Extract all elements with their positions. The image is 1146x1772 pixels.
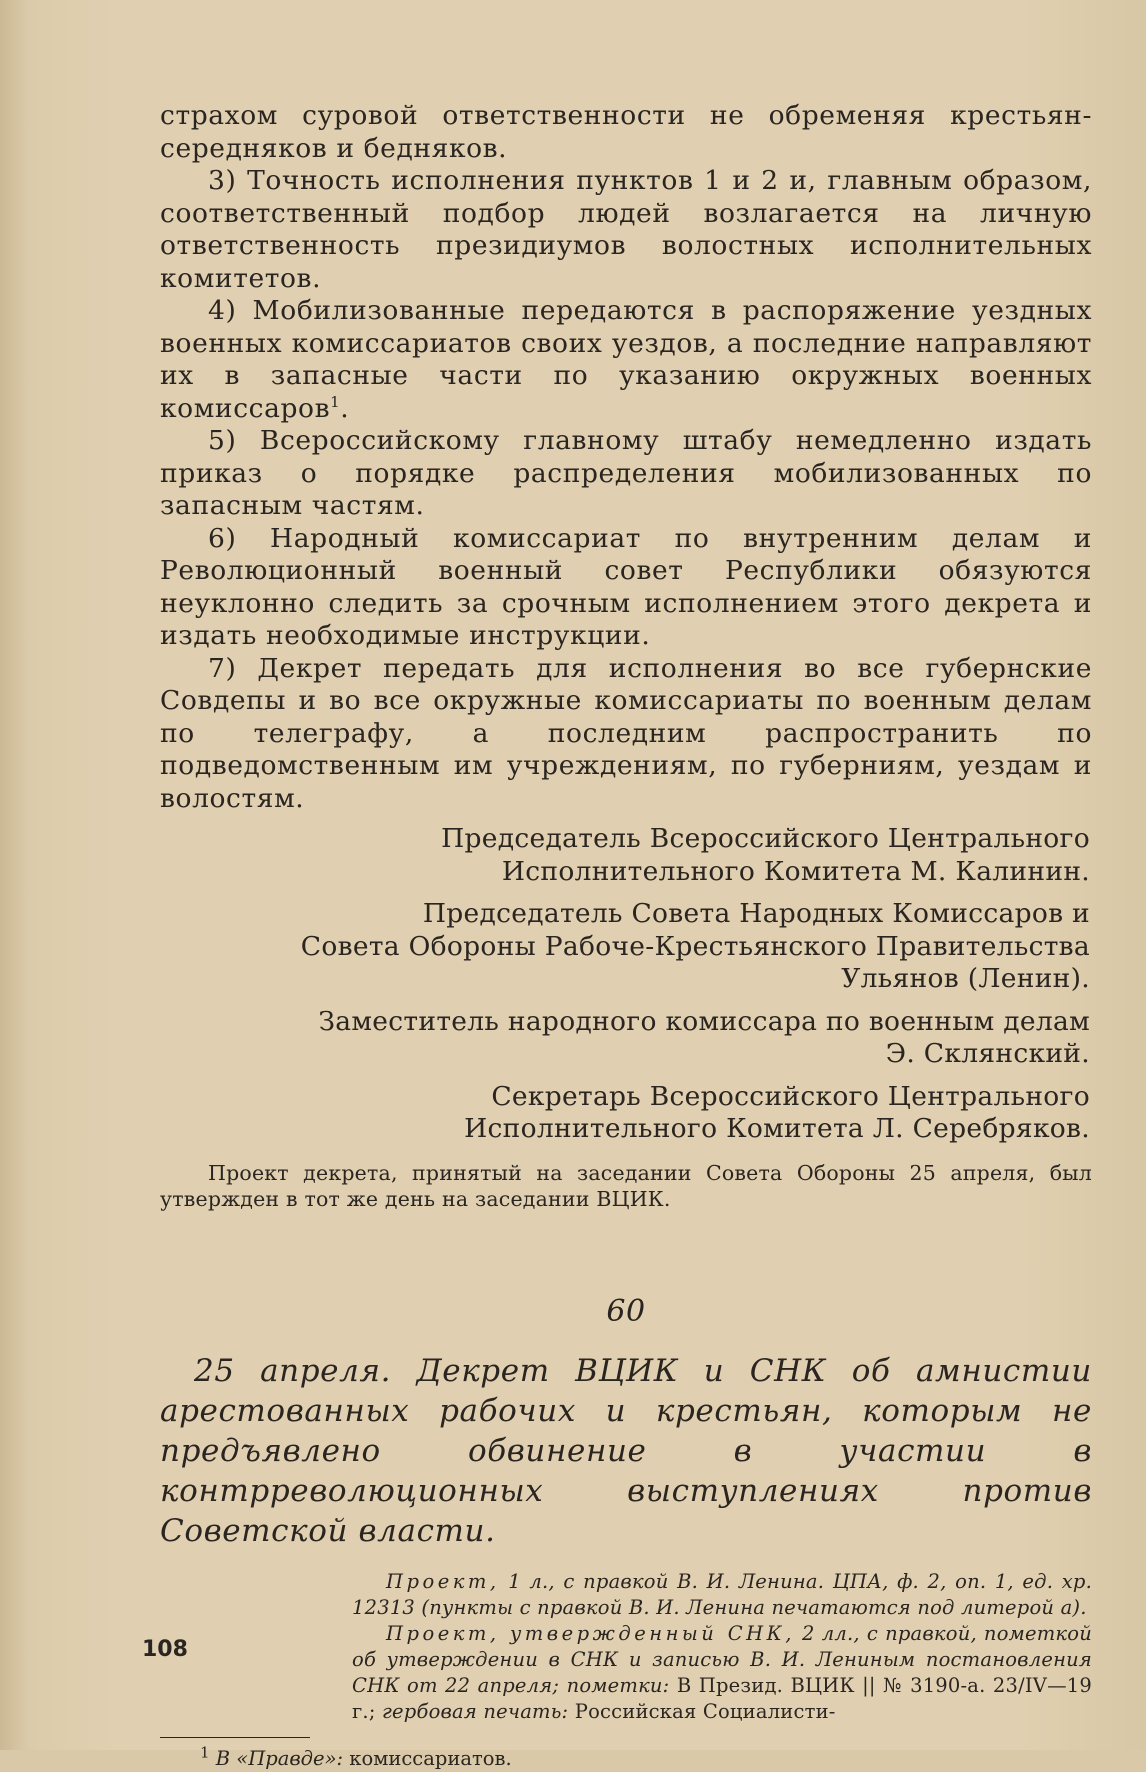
signature-sklyansky: Заместитель народного комиссара по военным делам Э. Склянский. bbox=[318, 1005, 1090, 1069]
paragraph-3: 3) Точность исполнения пунктов 1 и 2 и, главным образом, соответственный подбор людей возлагается на личную ответственность президиумов волостных исполнительных комитетов. bbox=[160, 165, 1092, 294]
page-content bbox=[160, 100, 1092, 1772]
editorial-note: Проект декрета, принятый на заседании Совета Обороны 25 апреля, был утвержден в тот же день на заседании ВЦИК. bbox=[160, 1160, 1092, 1211]
paragraph-7: 7) Декрет передать для исполнения во все губернские Совдепы и во все окружные комиссариаты по военным делам по телеграфу, а последним распространить по подведомственным им учреждениям, по губерниям, уездам и волостям. bbox=[160, 652, 1092, 814]
signature-serebryakov: Секретарь Всероссийского Центрального Исполнительного Комитета Л. Серебряков. bbox=[464, 1080, 1090, 1144]
source-note-2: Проект, утвержденный СНК, 2 лл., с правкой, пометкой об утверждении в СНК и записью В. И. Лениным постановления СНК от 22 апреля; пометки: В Презид. ВЦИК || № 3190-а. 23/IV—19 г.; гербовая печать: Российская Социалисти- bbox=[352, 1621, 1093, 1723]
signature-lenin: Председатель Совета Народных Комиссаров и Совета Обороны Рабоче-Крестьянского Правительства Ульянов (Ленин). bbox=[300, 898, 1090, 994]
paragraph-continuation: страхом суровой ответственности не обременяя крестьян-середняков и бедняков. bbox=[160, 100, 1092, 164]
source-note-1: Проект, 1 л., с правкой В. И. Ленина. ЦПА, ф. 2, оп. 1, ед. хр. 12313 (пункты с правкой В. И. Ленина печатаются под литерой а). bbox=[352, 1569, 1092, 1619]
document-title: 25 апреля. Декрет ВЦИК и СНК об амнистии арестованных рабочих и крестьян, которым не предъявлено обвинение в участии в контрреволюционных выступлениях против Советской власти. bbox=[160, 1352, 1092, 1549]
page-number: 108 bbox=[142, 1637, 188, 1662]
footnote-divider bbox=[160, 1737, 310, 1738]
footnote: $^1$ В «Правде»: комиссариатов. bbox=[200, 1743, 512, 1770]
paragraph-6: 6) Народный комиссариат по внутренним делам и Революционный военный совет Республики обязуются неуклонно следить за срочным исполнением этого декрета и издать необходимые инструкции. bbox=[160, 522, 1092, 651]
paragraph-4: 4) Мобилизованные передаются в распоряжение уездных военных комиссариатов своих уездов, а последние направляют их в запасные части по указанию окружных военных комиссаров$^1$. bbox=[160, 295, 1092, 424]
paragraph-4-text: 4) Мобилизованные передаются в распоряжение уездных военных комиссариатов своих уездов, а последние направляют их в запасные части по указанию окружных военных комиссаров bbox=[160, 295, 1092, 424]
signature-kalinin: Председатель Всероссийского Центрального Исполнительного Комитета М. Калинин. bbox=[441, 823, 1090, 887]
paragraph-5: 5) Всероссийскому главному штабу немедленно издать приказ о порядке распределения мобилизованных по запасным частям. bbox=[160, 425, 1092, 521]
document-number: 60 bbox=[606, 1293, 646, 1329]
footnote-ref: 1 bbox=[330, 392, 341, 411]
